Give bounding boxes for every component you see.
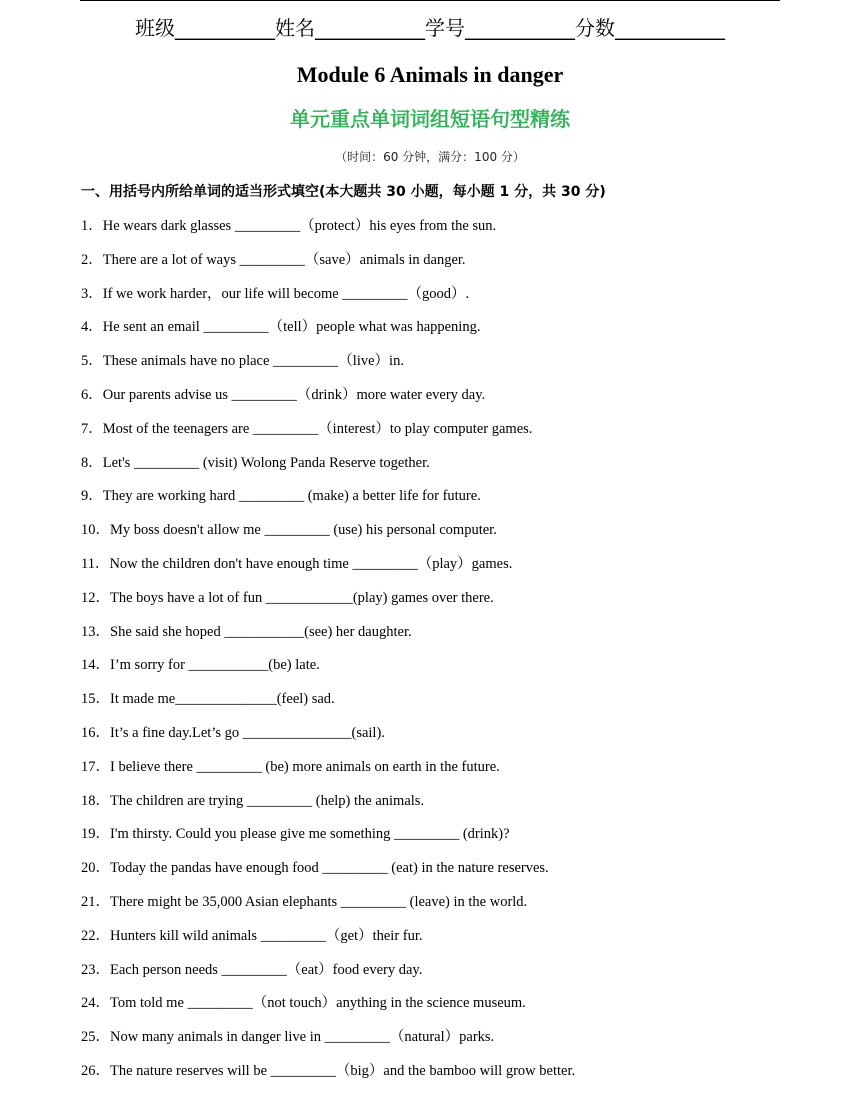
- question-item: 26．The nature reserves will be _________（big）and the bamboo will grow better.: [81, 1062, 576, 1079]
- section-heading: 一、用括号内所给单词的适当形式填空(本大题共 30 小题，每小题 1 分，共 30 分): [81, 184, 606, 200]
- question-item: 3．If we work harder，our life will become _________（good）.: [81, 285, 470, 302]
- top-rule: [80, 0, 780, 1]
- question-list: [81, 215, 781, 1094]
- question-item: 4．He sent an email _________（tell）people what was happening.: [81, 319, 481, 336]
- question-item: 11．Now the children don't have enough time _________（play）games.: [81, 555, 513, 572]
- question-item: 2．There are a lot of ways _________（save）animals in danger.: [81, 251, 466, 268]
- question-item: 19．I'm thirsty. Could you please give me something _________ (drink)?: [81, 826, 510, 843]
- question-item: 12．The boys have a lot of fun ____________(play) games over there.: [81, 589, 494, 606]
- question-item: 24．Tom told me _________（not touch）anything in the science museum.: [81, 995, 526, 1012]
- question-item: 20．Today the pandas have enough food _________ (eat) in the nature reserves.: [81, 860, 549, 877]
- question-item: 6．Our parents advise us _________（drink）more water every day.: [81, 386, 486, 403]
- question-item: 22．Hunters kill wild animals _________（get）their fur.: [81, 927, 423, 944]
- question-item: 17．I believe there _________ (be) more animals on earth in the future.: [81, 758, 500, 775]
- question-item: 18．The children are trying _________ (help) the animals.: [81, 792, 425, 809]
- question-item: 14．I’m sorry for ___________(be) late.: [81, 657, 320, 674]
- page-title: Module 6 Animals in danger: [296, 62, 564, 87]
- page-subtitle: 单元重点单词词组短语句型精练: [290, 107, 570, 131]
- question-item: 21．There might be 35,000 Asian elephants _________ (leave) in the world.: [81, 893, 528, 910]
- question-item: 8．Let's _________ (visit) Wolong Panda Reserve together.: [81, 454, 430, 471]
- question-item: 10．My boss doesn't allow me _________ (use) his personal computer.: [81, 522, 497, 539]
- question-item: 13．She said she hoped ___________(see) her daughter.: [81, 623, 412, 640]
- question-item: 23．Each person needs _________（eat）food every day.: [81, 961, 423, 978]
- question-item: 25．Now many animals in danger live in _________（natural）parks.: [81, 1029, 495, 1046]
- student-info-line: 班级__________姓名___________学号___________分数___________: [135, 16, 725, 40]
- question-item: 7．Most of the teenagers are _________（interest）to play computer games.: [81, 420, 533, 437]
- question-item: 16．It’s a fine day.Let’s go _______________(sail).: [81, 724, 385, 741]
- question-item: 9．They are working hard _________ (make) a better life for future.: [81, 488, 481, 505]
- question-item: 1．He wears dark glasses _________（protect）his eyes from the sun.: [81, 218, 497, 234]
- question-item: 5．These animals have no place _________（live）in.: [81, 353, 404, 370]
- question-item: 15．It made me______________(feel) sad.: [81, 691, 335, 708]
- time-score-note: （时间：60 分钟，满分：100 分）: [335, 150, 525, 164]
